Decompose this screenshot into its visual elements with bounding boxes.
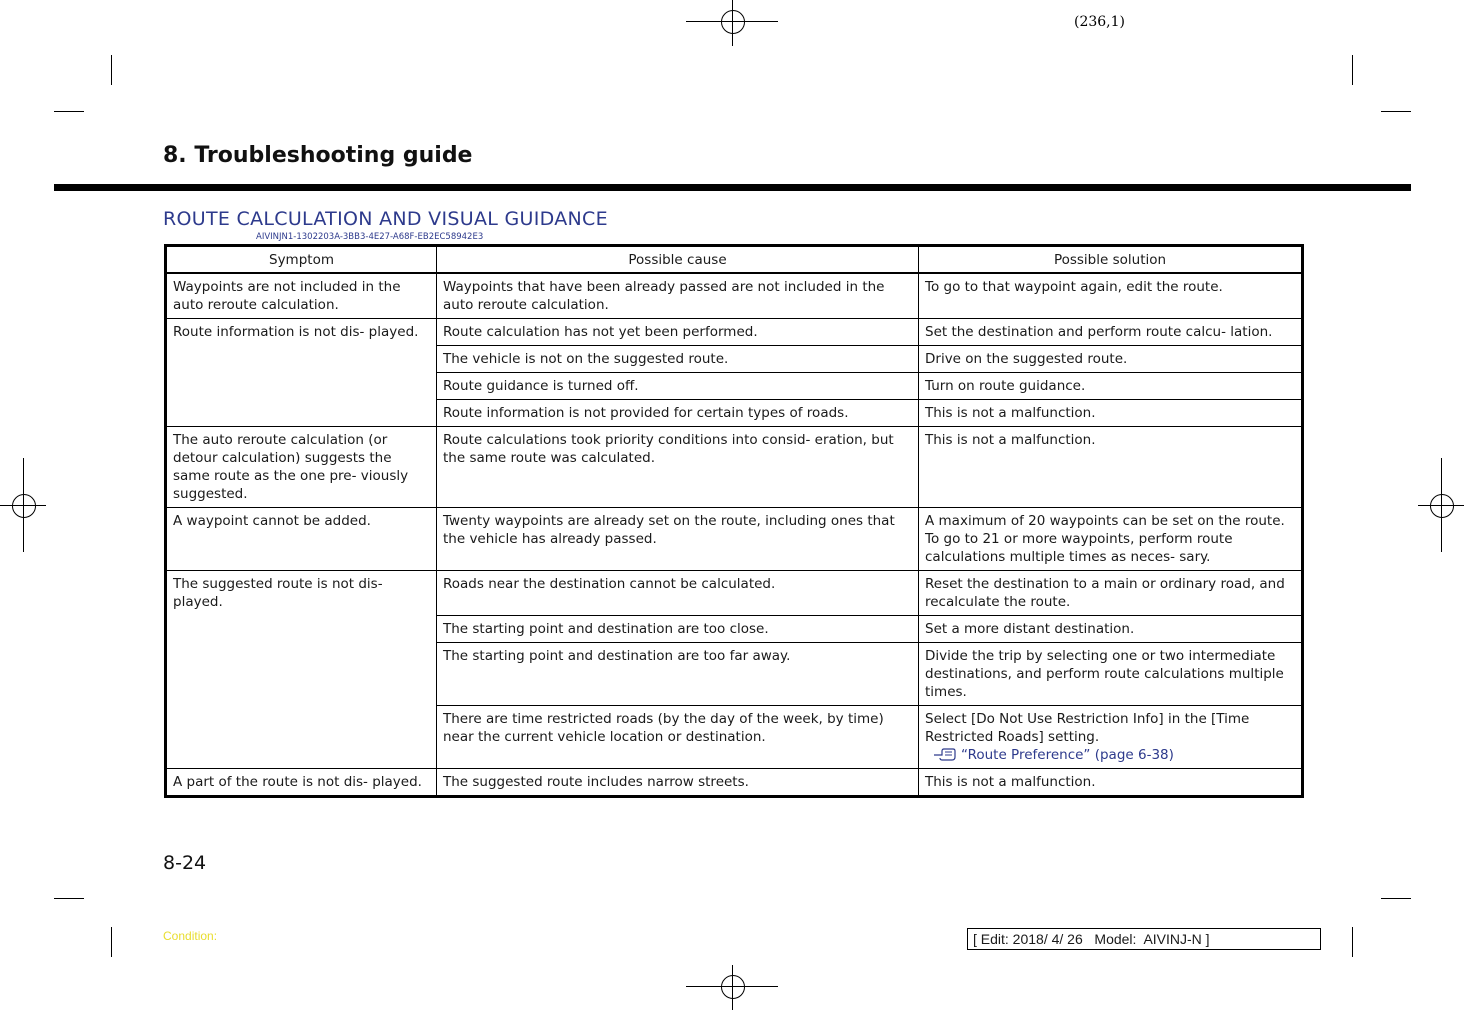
- solution-cell: Turn on route guidance.: [919, 373, 1303, 400]
- solution-cell: To go to that waypoint again, edit the route.: [919, 273, 1303, 319]
- crop-mark: [1381, 898, 1411, 899]
- symptom-cell: A part of the route is not dis- played.: [166, 769, 437, 797]
- cause-cell: The starting point and destination are too close.: [437, 616, 919, 643]
- page-reference-link[interactable]: [925, 746, 1295, 764]
- header-cause: Possible cause: [437, 246, 919, 274]
- table-row: [166, 273, 1303, 319]
- crop-mark: [1352, 55, 1353, 85]
- solution-cell: A maximum of 20 waypoints can be set on the route. To go to 21 or more waypoints, perform route calculations multiple times as neces- sary.: [919, 508, 1303, 571]
- cause-cell: Twenty waypoints are already set on the route, including ones that the vehicle has already passed.: [437, 508, 919, 571]
- cause-cell: Route guidance is turned off.: [437, 373, 919, 400]
- page-id: (236,1): [1074, 14, 1126, 30]
- solution-cell: Set the destination and perform route calcu- lation.: [919, 319, 1303, 346]
- crop-mark: [54, 111, 84, 112]
- reference-label: “Route Preference” (page 6-38): [961, 747, 1174, 763]
- section-id: AIVINJN1-1302203A-3BB3-4E27-A68F-EB2EC58942E3: [256, 232, 484, 242]
- registration-circle: [721, 10, 745, 34]
- cause-cell: There are time restricted roads (by the day of the week, by time) near the current vehicle location or destination.: [437, 706, 919, 769]
- symptom-cell: A waypoint cannot be added.: [166, 508, 437, 571]
- header-solution: Possible solution: [919, 246, 1303, 274]
- condition-label: Condition:: [163, 929, 218, 943]
- solution-cell: This is not a malfunction.: [919, 400, 1303, 427]
- crop-mark: [54, 898, 84, 899]
- header-symptom: Symptom: [166, 246, 437, 274]
- crop-mark: [1352, 927, 1353, 957]
- edit-info-box: [ Edit: 2018/ 4/ 26 Model: AIVINJ-N ]: [967, 928, 1321, 950]
- chapter-title: 8. Troubleshooting guide: [163, 143, 473, 168]
- pointing-hand-icon: [933, 746, 957, 762]
- crop-mark: [111, 927, 112, 957]
- chapter-divider: [54, 184, 1411, 191]
- table-row: [166, 769, 1303, 797]
- symptom-cell: The auto reroute calculation (or detour calculation) suggests the same route as the one pre- viously suggested.: [166, 427, 437, 508]
- cause-cell: Roads near the destination cannot be calculated.: [437, 571, 919, 616]
- registration-circle: [1430, 494, 1454, 518]
- solution-cell: [919, 706, 1303, 769]
- table-row: [166, 508, 1303, 571]
- solution-cell: This is not a malfunction.: [919, 427, 1303, 508]
- table-header-row: [166, 246, 1303, 274]
- section-title: ROUTE CALCULATION AND VISUAL GUIDANCE: [163, 208, 608, 230]
- table-row: [166, 427, 1303, 508]
- troubleshooting-table: [164, 244, 1304, 798]
- symptom-cell: The suggested route is not dis- played.: [166, 571, 437, 769]
- symptom-cell: Route information is not dis- played.: [166, 319, 437, 427]
- cause-cell: The vehicle is not on the suggested route.: [437, 346, 919, 373]
- table-row: [166, 319, 1303, 346]
- page-number: 8-24: [163, 852, 207, 874]
- registration-circle: [721, 975, 745, 999]
- cause-cell: Route information is not provided for certain types of roads.: [437, 400, 919, 427]
- crop-mark: [111, 55, 112, 85]
- registration-circle: [12, 494, 36, 518]
- cause-cell: The starting point and destination are too far away.: [437, 643, 919, 706]
- solution-cell: Reset the destination to a main or ordinary road, and recalculate the route.: [919, 571, 1303, 616]
- solution-cell: Divide the trip by selecting one or two intermediate destinations, and perform route calculations multiple times.: [919, 643, 1303, 706]
- solution-cell: Set a more distant destination.: [919, 616, 1303, 643]
- solution-cell: Drive on the suggested route.: [919, 346, 1303, 373]
- cause-cell: Route calculation has not yet been performed.: [437, 319, 919, 346]
- crop-mark: [1381, 111, 1411, 112]
- symptom-cell: Waypoints are not included in the auto reroute calculation.: [166, 273, 437, 319]
- cause-cell: Waypoints that have been already passed are not included in the auto reroute calculation.: [437, 273, 919, 319]
- cause-cell: Route calculations took priority conditions into consid- eration, but the same route was calculated.: [437, 427, 919, 508]
- solution-cell: This is not a malfunction.: [919, 769, 1303, 797]
- cause-cell: The suggested route includes narrow streets.: [437, 769, 919, 797]
- solution-text: Select [Do Not Use Restriction Info] in the [Time Restricted Roads] setting.: [925, 711, 1250, 745]
- table-row: [166, 571, 1303, 616]
